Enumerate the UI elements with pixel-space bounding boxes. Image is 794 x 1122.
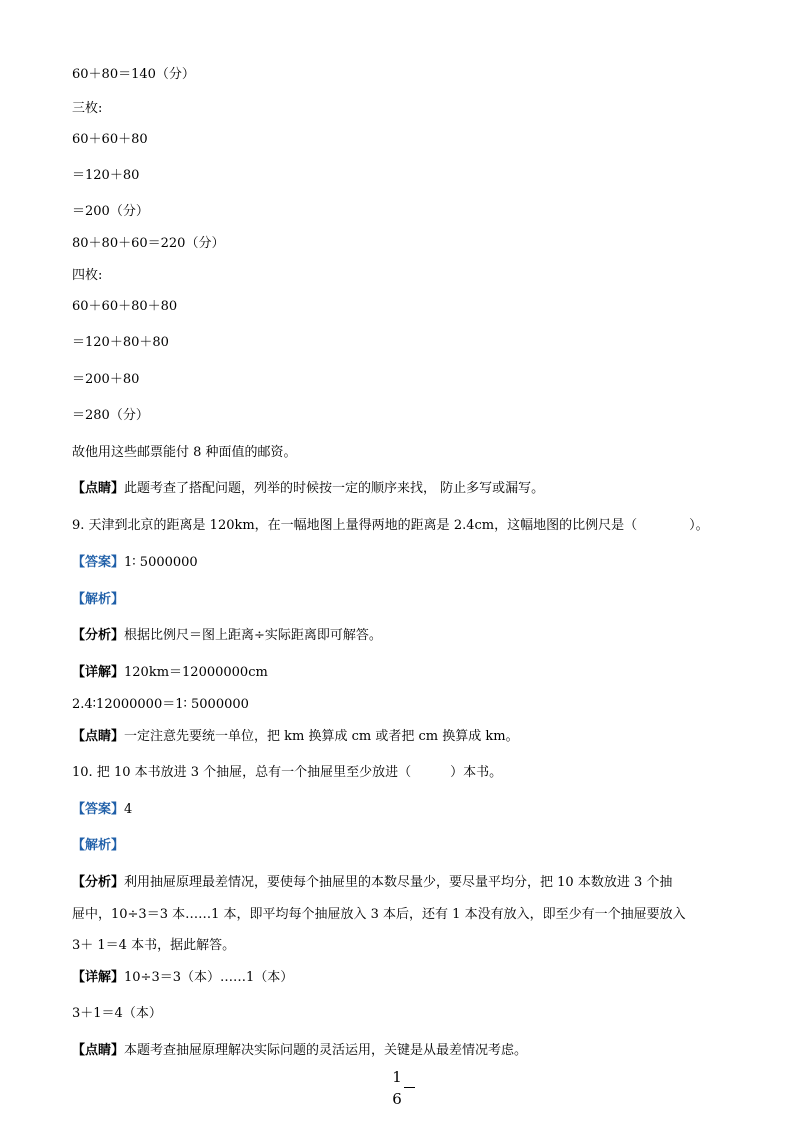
comment-line: [72, 1043, 527, 1059]
analysis-text: 利用抽屉原理最差情况，要使每个抽屉里的本数尽量少，要尽量平均分，把 10 本数放进 3 个抽: [124, 875, 673, 890]
text-line: 屉中，10÷3＝3 本……1 本，即平均每个抽屉放入 3 本后，还有 1 本没有放入，即至少有一个抽屉要放入: [72, 907, 686, 922]
detail-label: 【详解】: [72, 970, 125, 985]
text-line: 60＋60＋80＋80: [72, 299, 178, 314]
analysis-text: 根据比例尺＝图上距离÷实际距离即可解答。: [124, 628, 382, 643]
text-line: ＝280（分）: [72, 408, 149, 423]
text-line: 60＋80＝140（分）: [72, 67, 195, 82]
comment-text: 本题考查抽屉原理解决实际问题的灵活运用，关键是从最差情况考虑。: [124, 1043, 528, 1058]
comment-line: [72, 729, 519, 745]
comment-text: 此题考查了搭配问题，列举的时候按一定的顺序来找， 防止多写或漏写。: [124, 481, 545, 496]
text-line: 三枚:: [72, 101, 103, 116]
analysis-line: [72, 875, 672, 891]
comment-line: [72, 481, 544, 497]
analysis-label: 【分析】: [72, 628, 125, 643]
text-line: ＝200＋80: [72, 372, 140, 387]
detail-line: [72, 970, 293, 986]
text-line: 80＋80＋60＝220（分）: [72, 236, 225, 251]
question-9: 9. 天津到北京的距离是 120km，在一幅地图上量得两地的距离是 2.4cm，这幅地图的比例尺是（ ）。: [72, 518, 709, 533]
answer-text: 1∶ 5000000: [124, 555, 198, 570]
comment-tag: 【点睛】: [72, 481, 125, 496]
text-line: 四枚:: [72, 268, 103, 283]
text-line: ＝200（分）: [72, 204, 149, 219]
page-number-current: 1: [392, 1068, 402, 1086]
detail-text: 10÷3＝3（本）……1（本）: [124, 970, 294, 985]
page-number-total: 6: [392, 1090, 402, 1108]
text-line: ＝120＋80: [72, 168, 140, 183]
comment-text: 一定注意先要统一单位，把 km 换算成 cm 或者把 cm 换算成 km。: [124, 729, 519, 744]
analysis-heading: [72, 592, 124, 608]
analysis-tag: 【解析】: [72, 838, 125, 853]
text-line: 60＋60＋80: [72, 132, 148, 147]
question-10: 10. 把 10 本书放进 3 个抽屉，总有一个抽屉里至少放进（ ）本书。: [72, 765, 503, 780]
detail-label: 【详解】: [72, 665, 125, 680]
answer-tag: 【答案】: [72, 555, 125, 570]
detail-text: 120km＝12000000cm: [124, 665, 268, 680]
analysis-heading: [72, 838, 124, 854]
answer-line: [72, 555, 198, 571]
answer-line: [72, 802, 132, 818]
analysis-label: 【分析】: [72, 875, 125, 890]
comment-tag: 【点睛】: [72, 729, 125, 744]
detail-line: [72, 665, 268, 681]
text-line: 3＋ 1＝4 本书，据此解答。: [72, 938, 236, 953]
text-line: 故他用这些邮票能付 8 种面值的邮资。: [72, 445, 297, 460]
text-line: 2.4∶12000000＝1∶ 5000000: [72, 697, 249, 712]
analysis-line: [72, 628, 382, 644]
analysis-tag: 【解析】: [72, 592, 125, 607]
text-line: ＝120＋80＋80: [72, 335, 169, 350]
comment-tag: 【点睛】: [72, 1043, 125, 1058]
answer-text: 4: [124, 802, 133, 817]
answer-tag: 【答案】: [72, 802, 125, 817]
fraction-bar: [404, 1087, 415, 1088]
text-line: 3＋1＝4（本）: [72, 1006, 162, 1021]
